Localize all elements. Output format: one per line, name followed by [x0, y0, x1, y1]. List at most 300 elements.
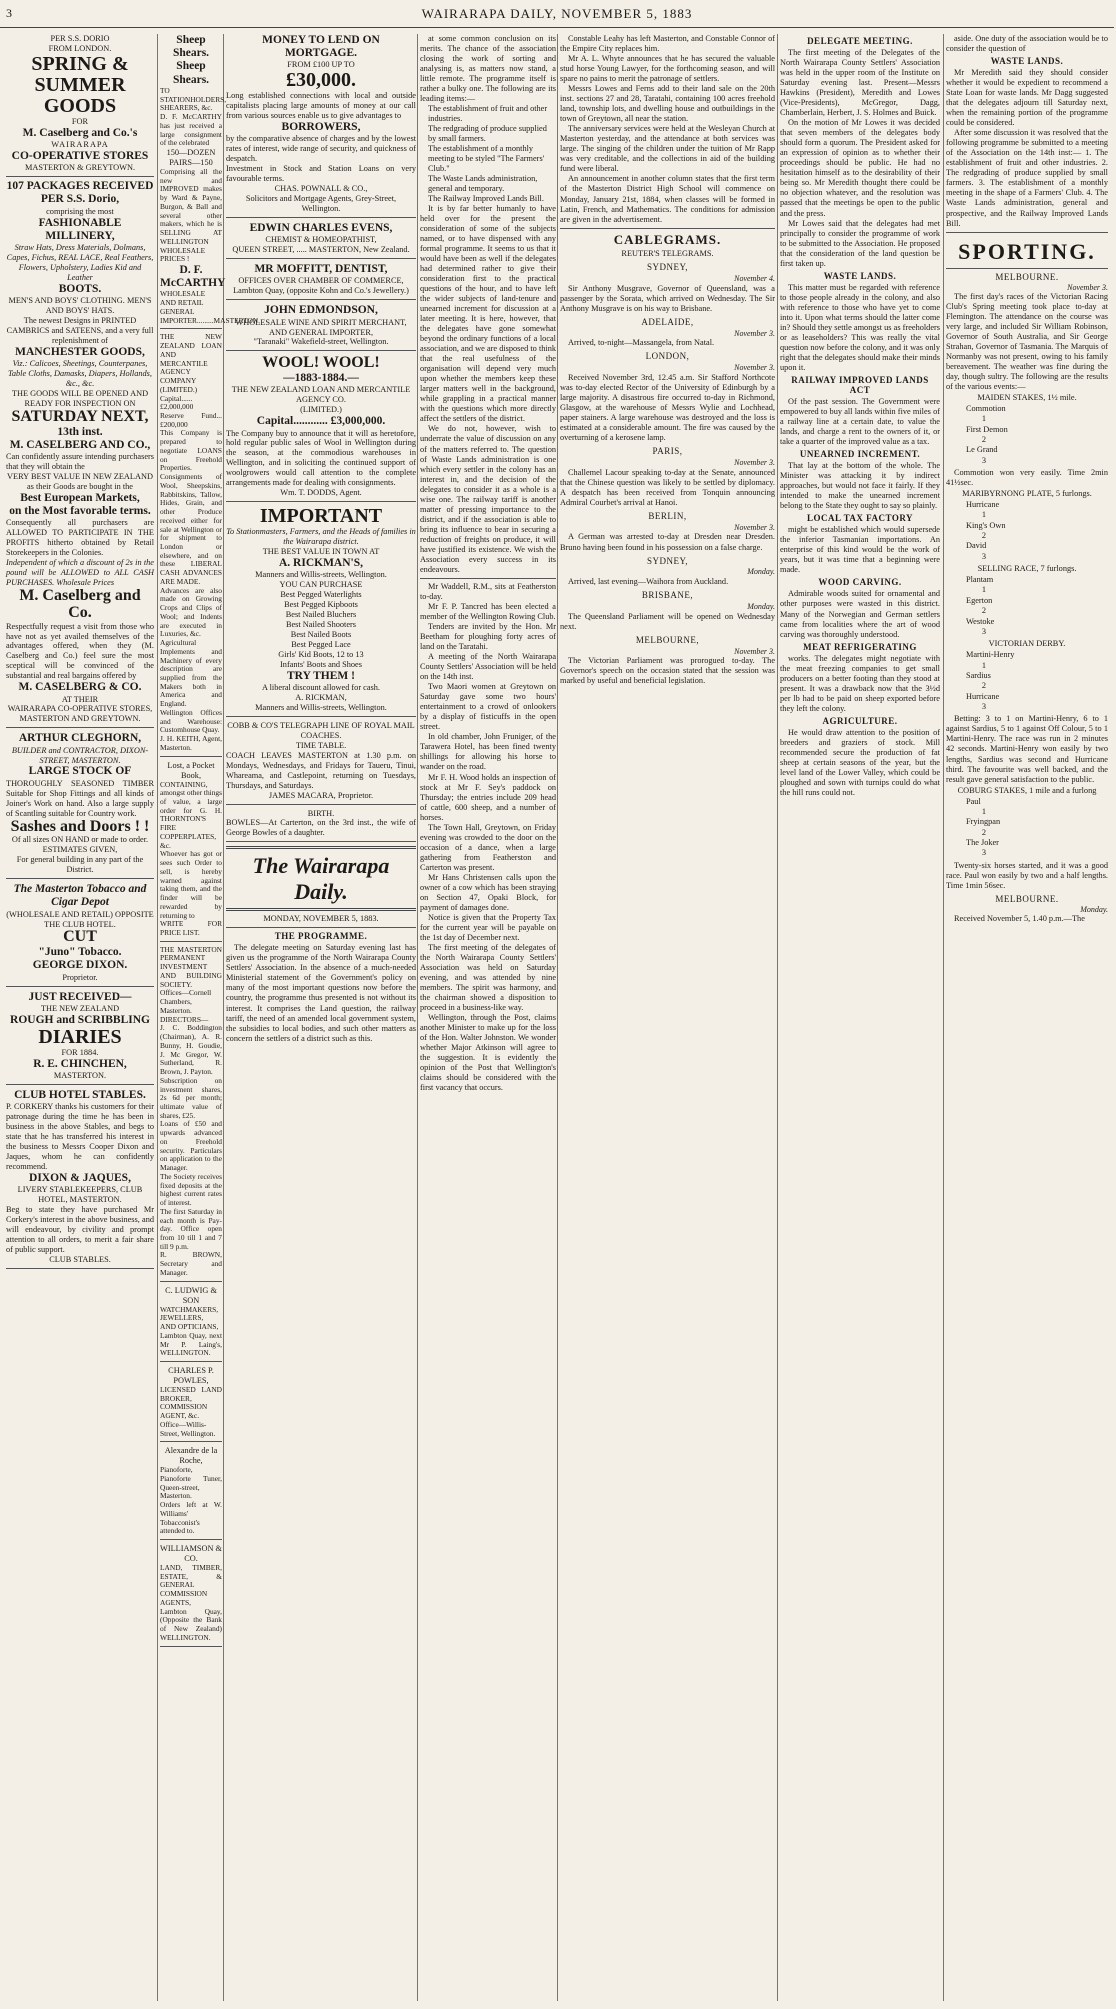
ad-subheading: ARTHUR CLEGHORN,	[18, 732, 142, 745]
ad-body: JEWELLERS,	[160, 1313, 204, 1323]
diaries-advertisement	[6, 991, 154, 1086]
issue-date: MONDAY, NOVEMBER 5, 1883.	[263, 914, 379, 924]
ad-line: THE GOODS WILL BE OPENED AND READY FOR INSPECTION ON	[11, 388, 149, 408]
ad-body: Investment in Stock and Station Loans on very favourable terms.	[226, 164, 416, 184]
ad-body: THE NEW ZEALAND LOAN AND MERCANTILE AGENCY COMPANY	[160, 332, 222, 386]
ad-body: Agricultural Implements and Machinery of every description are supplied from the Makers both in America and England.	[160, 638, 222, 709]
ad-line: AT THEIR	[61, 694, 99, 704]
ad-line: Wm. T. DODDS, Agent.	[280, 488, 362, 498]
rickman-advertisement	[226, 506, 416, 717]
ad-line: CLUB STABLES.	[49, 1254, 111, 1264]
ad-body: WRITE FOR PRICE LIST.	[160, 919, 222, 938]
divider	[226, 908, 416, 911]
date: Monday.	[747, 601, 775, 611]
horse-name: Hurricane	[966, 691, 1000, 701]
ad-body: COACH LEAVES MASTERTON at 1.30 p.m. on Mondays, Wednesdays, and Fridays for Taueru, Tinui, Whareama, and Castlepoint, returning on Tuesdays, Thursdays, and Saturdays.	[226, 750, 416, 790]
placing: 1	[981, 660, 986, 670]
ad-subheading: ROUGH and SCRIBBLING	[10, 1013, 150, 1026]
ad-line: PER S.S. DORIO	[50, 34, 110, 43]
horse-name: King's Own	[966, 520, 1006, 530]
divider	[226, 846, 416, 849]
result-row	[966, 404, 1108, 425]
list-item: Infants' Boots and Shoes	[280, 659, 362, 669]
horse-name: Martini-Henry	[966, 650, 1015, 660]
ad-line: THE BEST VALUE IN TOWN AT	[262, 547, 380, 557]
race-results	[966, 500, 1108, 562]
news-item: Constable Leahy has left Masterton, and Constable Connor of the Empire City replaces him.	[560, 34, 775, 54]
williamson-advertisement	[160, 1544, 222, 1647]
column-6a	[780, 34, 940, 2001]
article-body: On the motion of Mr Lowes it was decided that seven members of the delegates body should form a quorum. The President asked for an expression of opinion as to whether their proceedings should be public. He had no hesitation himself as to the desirability of their being so. Mr Meredith thought there could be no objection whatever, and the resolution was passed that the meetings be open to the public and the press.	[780, 118, 940, 218]
dateline: MELBOURNE.	[995, 893, 1059, 904]
ad-line: CHARLES P. POWLES,	[168, 1365, 214, 1385]
date: November 3.	[734, 458, 775, 468]
date: November 3.	[734, 522, 775, 532]
ad-subheading: CO-OPERATIVE STORES	[11, 150, 149, 163]
race-title: MAIDEN STAKES, 1½ mile.	[977, 392, 1077, 402]
ad-subheading: Sheep Shears.	[172, 34, 210, 60]
article-body: We do not, however, wish to underrate the value of discussion on any of the matters referred to. The question of Waste Lands administration is one which every settler in the colony has an interest in, and the decision of the delegates to consider it as a whole is a wise one. The railway tariff is another matter of pressing importance to the district, and if the association is able to bring its influence to bear in securing a reduction of freights on produce, it will have justified its existence. We wish the Association every success in its endeavours.	[420, 424, 556, 574]
ad-line: Alexandre de la Roche,	[164, 1446, 218, 1466]
evens-chemist-advertisement	[226, 222, 416, 259]
horse-name: Fryingpan	[966, 817, 1001, 827]
article-body: That lay at the bottom of the whole. The Minister was attacking it by indirect approaches, but would not face it fairly. If they intended to make the unearned increment belong to the State they ought to say so plainly.	[780, 461, 940, 511]
race-note: Commotion won very easily. Time 2min 41½sec.	[946, 467, 1108, 488]
placing: 2	[981, 827, 986, 837]
ad-line: BUILDER and CONTRACTOR, DIXON-STREET, MASTERTON.	[11, 745, 149, 765]
article-body: The delegate meeting on Saturday evening last has given us the programme of the North Wairarapa County Settlers' Association. In the absence of a much-needed Ministerial statement of the Government's policy on many of the most important questions now before the country, the programme thus presented is not without its interest. It comprises the Land question, the railway tariff, the need of an amended local government system, the subsidies to local bodies, and such other matters as concern the settlers of a district such as this.	[226, 943, 416, 1043]
ad-body: THOROUGHLY SEASONED TIMBER Suitable for Shop Fittings and all kinds of Joiner's Work on hand. Also a large supply of Scantling suitable for Country work.	[6, 778, 154, 818]
placing: 2	[981, 434, 986, 444]
dateline: MELBOURNE.	[995, 271, 1059, 282]
ad-line: THE NEW ZEALAND	[40, 1003, 120, 1013]
divider	[946, 232, 1108, 233]
result-row	[966, 445, 1108, 466]
news-item: Arrived, last evening—Waihora from Auckland.	[568, 577, 729, 587]
ad-subheading: D. F. McCARTHY	[160, 264, 226, 290]
ad-line: OFFICES OVER CHAMBER OF COMMERCE,	[238, 276, 404, 286]
news-item: Mr F. P. Tancred has been elected a member of the Wellington Rowing Club.	[420, 601, 556, 621]
ad-body: Lambton Quay, next Mr P. Laing's, WELLINGTON.	[160, 1330, 222, 1358]
ad-line: WHOLESALE WINE AND SPIRIT MERCHANT, AND GENERAL IMPORTER,	[235, 317, 407, 337]
horse-name: Commotion	[966, 403, 1006, 413]
article-body: Admirable woods suited for ornamental and other purposes were wasted in this district. Many of the Norwegian and German settlers came from localities where the art of wood carving was thoroughly understood.	[780, 589, 940, 639]
list-item: Best Pegged Waterlights	[280, 590, 362, 600]
news-item: The first meeting of the delegates of the North Wairarapa County Settlers' Association was held on Saturday evening, and was attended by nine members. The spirit was harmony, and the chairman showed a disposition to proceed in a business-like way.	[420, 943, 556, 1013]
race-note: Twenty-six horses started, and it was a good race. Paul won easily by two and a half lengths. Time 1min 56sec.	[946, 860, 1108, 890]
news-item: Messrs Lowes and Ferns add to their land sale on the 20th inst. sections 27 and 28, Taratahi, containing 100 acres freehold land, township lots, and dwelling house and outbuildings in the town of Greytown, all near the station.	[560, 84, 775, 124]
date: Monday.	[1080, 904, 1108, 914]
section-title: CABLEGRAMS.	[613, 231, 722, 247]
ad-body: Office—Willis-Street, Wellington.	[160, 1419, 216, 1438]
section-title: DELEGATE MEETING.	[807, 36, 913, 46]
ad-body: Comprising all the new and IMPROVED makes by Ward & Payne, Burgon, & Ball and several other makers, which he is SELLING AT WELLINGTON WHOLESALE PRICES !	[160, 166, 222, 264]
horse-name: David	[966, 541, 987, 551]
divider	[6, 176, 154, 177]
ad-subheading: JUST RECEIVED—	[28, 990, 132, 1003]
dateline: PARIS,	[652, 446, 683, 457]
list-item: The redgrading of produce supplied by small farmers.	[428, 124, 547, 144]
ad-line: CHEMIST & HOMEOPATHIST,	[265, 235, 377, 245]
column-rule	[157, 34, 158, 2001]
building-society-advertisement	[160, 946, 222, 1282]
dateline: BERLIN,	[648, 510, 687, 521]
section-title: RAILWAY IMPROVED LANDS ACT	[791, 374, 929, 395]
ad-subheading: Best European Markets,	[20, 491, 140, 504]
ad-body: GENERAL IMPORTER.........MASTERTON.	[160, 306, 260, 325]
ad-subheading: Sheep Shears.	[172, 60, 210, 86]
placing: 1	[981, 585, 986, 595]
ad-subheading: MILLINERY,	[45, 229, 115, 242]
article-body: Mr Meredith said they should consider whether it would be expedient to recommend a State Loan for waste lands. Mr Dagg suggested that the delegates adjourn till Saturday next, when the remaining portion of the programme could be considered.	[946, 68, 1108, 128]
ad-line: FROM LONDON.	[48, 43, 112, 53]
placing: 1	[981, 414, 986, 424]
ad-heading: SPRING &	[31, 52, 129, 75]
section-title: WOOD CARVING.	[818, 577, 902, 588]
ad-heading: DIARIES	[38, 1026, 122, 1049]
race-results	[966, 575, 1108, 637]
ad-line: For general building in any part of the District.	[16, 855, 144, 875]
ad-body: Long established connections with local and outside capitalists placing large amounts of money at our call from various sources enable us to give advantages to	[226, 91, 416, 121]
ad-line: To Stationmasters, Farmers, and the Heads of families in the Wairarapa district.	[226, 527, 416, 547]
ad-body: Respectfully request a visit from those who have not as yet availed themselves of the advantages offered, when they (M. Caselberg and Co.) feel sure the most sceptical will be convinced of the substantial and real bargains offered by	[6, 621, 154, 681]
paper-title: The Wairarapa Daily.	[252, 853, 390, 905]
column-rule	[417, 34, 418, 2001]
ad-body: Independent of which a discount of 2s in the pound will be ALLOWED to ALL CASH PURCHASES. Wholesale Prices	[6, 558, 154, 588]
loan-agency-advertisement	[160, 333, 222, 756]
ad-heading: CUT	[63, 928, 97, 946]
placing: 3	[981, 702, 986, 712]
date: November 3.	[734, 363, 775, 373]
divider	[560, 228, 775, 229]
ad-body: The Society receives fixed deposits at the highest current rates of interest.	[160, 1171, 222, 1208]
date: November 3.	[734, 646, 775, 656]
news-item: The Victorian Parliament was prorogued to-day. The Governor's speech on the occasion stated that the session was marked by useful and beneficial legislation.	[560, 656, 775, 686]
race-results	[966, 797, 1108, 859]
placing: 1	[981, 806, 986, 816]
news-item: Notice is given that the Property Tax for the current year will be payable on the 1st day of December next.	[420, 912, 556, 942]
ad-line: FROM £100 UP TO	[287, 60, 355, 70]
programme-list	[420, 104, 556, 204]
news-item: A German was arrested to-day at Dresden near Dresden. Bruno having been found in his possession on a false charge.	[560, 532, 775, 552]
ad-body: (LIMITED.)	[160, 384, 198, 394]
ad-line: ESTIMATES GIVEN,	[42, 845, 118, 855]
powles-advertisement	[160, 1366, 222, 1442]
ad-subheading: MONEY TO LEND ON MORTGAGE.	[262, 34, 380, 60]
ad-body: P. CORKERY thanks his customers for their patronage during the time he has been in business in the above Stables, and begs to state that he has transferred his interest in the business to Messrs Cooper Dixon and Jaques, whom he can confidently recommend.	[6, 1102, 154, 1172]
list-item: Best Pegged Lace	[291, 639, 351, 649]
horse-name: Hurricane	[966, 500, 1000, 509]
section-title: WASTE LANDS.	[823, 270, 897, 281]
list-item: Best Nailed Boots	[290, 629, 352, 639]
ad-line: The newest Designs in PRINTED CAMBRICS and SATEENS, and a very full replenishment of	[6, 315, 154, 345]
ad-line: Lambton Quay, (opposite Kohn and Co.'s Jewellery.)	[233, 286, 409, 296]
masthead	[0, 0, 1114, 28]
horse-name: Paul	[966, 796, 981, 806]
ad-line: A liberal discount allowed for cash.	[262, 683, 380, 693]
ad-line: 150—DOZEN PAIRS—150	[166, 148, 216, 167]
placing: 2	[981, 606, 986, 616]
ad-heading: IMPORTANT	[259, 505, 383, 528]
ad-subheading: MANCHESTER GOODS,	[15, 345, 145, 358]
ad-line: THE NEW ZEALAND LOAN AND MERCANTILE AGENCY CO.	[231, 385, 411, 405]
ad-line: Manners and Willis-streets, Wellington.	[255, 702, 387, 712]
ad-line: LIVERY STABLEKEEPERS, CLUB HOTEL, MASTERTON.	[17, 1185, 143, 1205]
ad-subheading: JOHN EDMONDSON,	[264, 304, 378, 317]
news-item: Mr Waddell, R.M., sits at Featherston to-day.	[420, 581, 556, 601]
ad-line: Lost, a Pocket Book,	[167, 760, 215, 780]
placing: 1	[981, 510, 986, 520]
date: November 4.	[734, 274, 775, 284]
ad-line: WAIRARAPA CO-OPERATIVE STORES, MASTERTON AND GREYTOWN.	[7, 704, 153, 724]
ad-body: Whoever has got or sees such Order to sell, is hereby warned against taking them, and the finder will be rewarded by returning to	[160, 849, 222, 920]
column-2	[160, 34, 260, 2001]
list-item: The Railway Improved Lands Bill.	[428, 193, 544, 203]
ad-subheading: R. E. CHINCHEN,	[33, 1058, 127, 1070]
news-item: Mr F. H. Wood holds an inspection of stock at Mr F. Sey's paddock on Thursday; the entries include 209 head of cattle, 600 sheep, and a number of horses.	[420, 772, 556, 822]
news-item: Mr Hans Christensen calls upon the owner of a cow which has been straying on Section 47, Opaki Block, for payment of damages done.	[420, 872, 556, 912]
ad-line: Viz.: Calicoes, Sheetings, Counterpanes, Table Cloths, Damasks, Diapers, Hollands, &c., &c.	[8, 359, 152, 388]
news-item: In old chamber, John Fruniger, of the Tarawera Hotel, has been fined twenty shillings for allowing his horse to wander on the road.	[420, 732, 556, 772]
ad-line: Straw Hats, Dress Materials, Dolmans, Capes, Fichus, REAL LACE, Real Feathers, Flowers, Upholstery, Ladies Kid and Leather	[6, 243, 154, 282]
ad-body: Capital...... £2,000,000	[160, 393, 194, 412]
column-6b	[946, 34, 1108, 2001]
placing: 3	[981, 455, 986, 465]
result-row	[966, 838, 1108, 859]
ad-line: YOU CAN PURCHASE	[279, 580, 363, 590]
ad-body: J. C. Boddington (Chairman), A. R. Bunny, H. Goudie, J. Mc Gregor, W. Sutherland, R. Brown, J. Payton.	[160, 1023, 222, 1077]
section-subtitle: REUTER'S TELEGRAMS.	[621, 249, 714, 259]
ad-subheading: 13th inst.	[57, 425, 103, 438]
ad-body: WATCHMAKERS,	[160, 1304, 219, 1314]
club-stables-advertisement	[6, 1089, 154, 1269]
ad-subheading: —1883-1884.—	[283, 372, 359, 385]
article-body: It is by far better humanly to have held over for the present the consideration of some of the subjects named, or to have dispensed with any formal programme. It seems to us that it would have been as well if the delegates had determined rather to give their consideration first to the practical questions of the hour, and to have left the wider subjects of land-tenure and unearned increment for discussion at a later meeting. It is here, however, that the delegates have gone somewhat beyond the ordinary functions of a local association, and we are disposed to think that the real usefulness of the organisation will depend very much upon whether the members keep these larger matters well in the background, while grappling in a practical manner with the questions which more directly affect the settlers of the district.	[420, 203, 556, 424]
news-item: The anniversary services were held at the Wesleyan Church at Masterton yesterday, and the attendance at both services was large. The singing of the children under the tuition of Mr Rapp was very creditable, and the collections in aid of the building fund were liberal.	[560, 124, 775, 174]
ad-line: Manners and Willis-streets, Wellington.	[255, 570, 387, 580]
placing: 2	[981, 681, 986, 691]
race-results	[966, 650, 1108, 712]
ad-line: (WHOLESALE AND RETAIL) OPPOSITE THE CLUB HOTEL.	[6, 909, 154, 929]
ad-subheading: CLUB HOTEL STABLES.	[14, 1089, 146, 1102]
list-item: The Waste Lands administration, general and temporary.	[428, 173, 538, 193]
ad-subheading: MR MOFFITT, DENTIST,	[254, 263, 388, 276]
ad-body: The first Saturday in each month is Pay-day. Office open from 10 till 1 and 7 till 9 p.m.	[160, 1206, 222, 1251]
ad-body: BOWLES—At Carterton, on the 3rd inst., the wife of George Bowles of a daughter.	[226, 818, 416, 838]
news-item: An announcement in another column states that the first term of the Masterton District High School will commence on Monday, January 21st, 1884, when classes will be formed in Latin, French, and Mathematics. The conditions for admission are given in the advertisement.	[560, 174, 775, 224]
ad-body: THE MASTERTON PERMANENT INVESTMENT AND BUILDING SOCIETY.	[160, 944, 222, 989]
horse-name: Westoke	[966, 616, 995, 626]
result-row	[966, 692, 1108, 713]
race-results	[966, 404, 1108, 466]
ad-body: Reserve Fund... £200,000	[160, 410, 222, 429]
list-item: Girls' Kid Boots, 12 to 13	[278, 649, 364, 659]
race-title: MARIBYRNONG PLATE, 5 furlongs.	[962, 489, 1092, 499]
cleghorn-advertisement	[6, 732, 154, 879]
ad-line: COBB & CO'S TELEGRAPH LINE OF ROYAL MAIL COACHES.	[227, 720, 415, 740]
ad-subheading: Capital............ £3,000,000.	[256, 415, 386, 428]
column-3	[226, 34, 416, 2001]
result-row	[966, 617, 1108, 638]
money-to-lend-advertisement	[226, 34, 416, 218]
ad-line: as their Goods are bought in the	[27, 481, 133, 491]
ad-body: WHOLESALE AND RETAIL	[160, 289, 206, 308]
article-body: Mr Lowes said that the delegates had met principally to consider the programme of work to be submitted to the Association. He proposed that the consideration of the land question be first taken up.	[780, 218, 940, 268]
list-item: The establishment of a monthly meeting to be styled "The Farmers' Club."	[428, 144, 545, 173]
article-body: might be established which would supersede the inferior Tasmanian importations. An enterprise of this kind would be the work of years, but it was time that a beginning were made.	[780, 525, 940, 575]
ad-line: (LIMITED.)	[300, 405, 342, 415]
article-body: aside. One duty of the association would be to consider the question of	[946, 34, 1108, 54]
news-item: Mr A. L. Whyte announces that he has secured the valuable stud horse Young Lawyer, for the forthcoming season, and will spare no pains to merit the patronage of settlers.	[560, 54, 775, 84]
article-body: Of the past session. The Government were empowered to buy all lands within five miles of a railway line at a certain date, to value the lands, and charge a rent to the owners of it, or take a quarter of the improved value as a tax.	[780, 396, 940, 447]
ad-line: MASTERTON & GREYTOWN.	[24, 163, 136, 173]
ad-line: "Taranaki" Wakefield-street, Wellington.	[253, 337, 389, 347]
ad-line: MEN'S AND BOYS' CLOTHING. MEN'S AND BOYS' HATS.	[8, 296, 152, 316]
race-title: VICTORIAN DERBY.	[988, 639, 1066, 649]
ad-body: TO STATIONHOLDERS, SHEARERS, &c.	[160, 85, 227, 113]
masthead-rule	[0, 27, 1114, 28]
ad-subheading: TRY THEM !	[287, 669, 355, 682]
article-body: This matter must be regarded with reference to those people already in the colony, and also with reference to those who have yet to come into it. Upon what terms should the latter come in? Should they settle amongst us as freeholders or as leaseholders? This was really the vital question now before the colony, and it was only right that the delegates should make their minds upon it.	[780, 282, 940, 372]
lost-pocket-book-notice	[160, 761, 222, 942]
section-title: AGRICULTURE.	[822, 715, 898, 726]
ad-line: Solicitors and Mortgage Agents, Grey-Street, Wellington.	[245, 194, 397, 214]
dateline: SYDNEY,	[646, 555, 689, 566]
ad-subheading: DIXON & JAQUES,	[29, 1172, 131, 1185]
caselberg-advertisement	[6, 34, 154, 728]
ad-subheading: FASHIONABLE	[38, 216, 122, 229]
result-row	[966, 650, 1108, 671]
ad-subheading: on the Most favorable terms.	[9, 505, 151, 518]
result-row	[966, 425, 1108, 446]
ad-body: Orders left at W. Williams' Tobacconist's attended to.	[160, 1500, 222, 1536]
ad-body: Advances are also made on Growing Crops and Clips of Wool; and Indents are executed in Luxuries, &c.	[160, 585, 222, 639]
ad-line: FOR	[71, 116, 89, 126]
news-item: A meeting of the North Wairarapa County Settlers' Association will be held on the 14th inst.	[420, 652, 556, 682]
placing: 3	[981, 551, 986, 561]
horse-name: The Joker	[966, 837, 999, 847]
section-title: MEAT REFRIGERATING	[803, 641, 917, 652]
ludwig-advertisement	[160, 1286, 222, 1362]
tobacco-depot-advertisement	[6, 883, 154, 987]
ad-body: R. BROWN, Secretary and Manager.	[160, 1250, 222, 1277]
ad-body: LICENSED LAND BROKER, COMMISSION AGENT, &c.	[160, 1384, 222, 1421]
article-body: works. The delegates might negotiate with the meat freezing companies to get small producers on a better footing than they stood at present. It was a drawback now that the 3½d per lb had to be paid on sheep exported before they left the colony.	[780, 653, 940, 713]
list-item: Best Nailed Shooters	[285, 620, 357, 630]
news-item: Challemel Lacour speaking to-day at the Senate, announced that the Chinese question was likely to be settled by diplomacy. A despatch has been received from Tonquin announcing Admiral Courbet's arrival at Hanoi.	[560, 467, 775, 507]
article-body: at some common conclusion on its merits. The chance of the association closing the work of sorting and analysing is, as matters now stand, a little remote. The programme itself is rather a bulky one. The following are its leading items:—	[420, 34, 556, 104]
ad-line: BIRTH.	[307, 808, 335, 818]
ad-line: Proprietor.	[62, 972, 98, 982]
ad-line: WILLIAMSON & CO.	[160, 1544, 222, 1564]
column-4	[420, 34, 556, 2001]
ad-line: QUEEN STREET, ..... MASTERTON, New Zealand.	[232, 245, 410, 255]
news-item: Wellington, through the Post, claims another Minister to make up for the loss of the Hon. Walter Johnston. We wonder whether Major Atkinson will agree to the suggestion. It is evidently the opinion of the Post that Wellington's claims should be considered with the first vacancy that occurs.	[420, 1013, 556, 1093]
result-row	[966, 521, 1108, 542]
list-item: Best Nailed Bluchers	[285, 610, 357, 620]
ad-body: The Company buy to announce that it will as heretofore, hold regular public sales of Wool in Wellington during the season, at the commodious warehouses in Wellington, and in soliciting the continued support of woolgrowers would call attention to the complete arrangements made for dealing with consignments.	[226, 428, 416, 488]
ad-subheading: BORROWERS,	[281, 121, 361, 134]
column-1	[6, 34, 154, 2001]
masthead-title: WAIRARAPA DAILY, NOVEMBER 5, 1883	[421, 6, 693, 21]
delaroche-advertisement	[160, 1446, 222, 1540]
ad-heading: Sashes and Doors ! !	[10, 817, 150, 835]
ad-body: Wellington Offices and Warehouse: Customhouse Quay.	[160, 707, 222, 735]
ad-body: Beg to state they have purchased Mr Corkery's interest in the above business, and will endeavour, by civility and prompt attention to all orders, to merit a fair share of public support.	[6, 1205, 154, 1254]
news-item: Received November 5, 1.40 p.m.—The	[954, 913, 1085, 923]
page-number: 3	[6, 6, 12, 20]
result-row	[966, 671, 1108, 692]
dateline: SYDNEY,	[646, 262, 689, 273]
boot-list	[226, 590, 416, 670]
ad-body: Pianoforte, Pianoforte Tuner, Queen-street, Masterton.	[160, 1465, 222, 1501]
horse-name: Sardius	[966, 670, 991, 680]
date: November 3.	[1067, 282, 1108, 292]
ad-subheading: M. CASELBERG & CO.	[18, 681, 142, 694]
coach-advertisement	[226, 721, 416, 805]
article-body: He would draw attention to the position of breeders and graziers of stock. Mill recommended secure the production of fat sheep at certain seasons of the year, but the level land of the Lower Valley, which could be ploughed and sown with turnips could do what the hill runs could not.	[780, 727, 940, 797]
sheep-shears-advertisement	[160, 34, 260, 329]
section-title: LOCAL TAX FACTORY	[806, 513, 914, 524]
wool-advertisement	[226, 355, 416, 502]
result-row	[966, 797, 1108, 818]
ad-body: J. H. KEITH, Agent, Masterton.	[160, 734, 222, 752]
edmondson-advertisement	[226, 304, 416, 351]
list-item: The establishment of fruit and other industries.	[428, 104, 548, 124]
placing: 3	[981, 848, 986, 858]
ad-body: Offices—Cornell Chambers, Masterton.	[160, 988, 212, 1015]
ad-line: WAIRARAPA	[51, 140, 109, 150]
ad-body: LAND, TIMBER, ESTATE, & GENERAL COMMISSION AGENTS,	[160, 1562, 222, 1607]
ad-body: CONTAINING, amongst other things of value, a large order for G. H. THORNTON'S FIRE COPPERPLATES, &c.	[160, 779, 222, 850]
column-6	[780, 34, 1108, 2001]
race-title: COBURG STAKES, 1 mile and a furlong	[957, 785, 1097, 795]
news-item: Received November 3rd, 12.45 a.m. Sir Stafford Northcote was to-day elected Rector of the University of Edinburgh by a large majority. A disastrous fire occurred to-day in Richmond, Glasgow, at the warehouse of Messrs Wylie and Lochhead, paper stainers. A large warehouse was destroyed and the loss is estimated at a considerable amount. The fire was caused by the overturning of a kerosene lamp.	[560, 373, 775, 443]
ad-body: Can confidently assure intending purchasers that they will obtain the	[6, 452, 154, 471]
result-row	[966, 575, 1108, 596]
race-note: Betting: 3 to 1 on Martini-Henry, 6 to 1 against Sardius, 5 to 1 against Off Colour, 5 to 1 Martini-Henry. The race was run in 2 minutes 42 seconds. Martini-Henry won easily by two lengths, Sardius was second and Hurricane third. The favourite was well backed, and the result gave general satisfaction to the public.	[946, 714, 1108, 784]
editorial-section	[226, 846, 416, 1043]
ad-heading: SATURDAY NEXT,	[11, 407, 149, 425]
horse-name: Le Grand	[966, 445, 998, 455]
ad-body: Consequently all purchasers are ALLOWED TO PARTICIPATE IN THE PROFITS hitherto obtained by Retail Storekeepers in the Colonies.	[6, 518, 154, 558]
ad-line: TIME TABLE.	[295, 740, 347, 750]
news-item: Two Maori women at Greytown on Saturday gave some two hours' entertainment to a crowd of onlookers by a display of fisticuffs in the open street.	[420, 682, 556, 732]
ad-heading: GOODS	[43, 94, 117, 117]
article-body: The first day's races of the Victorian Racing Club's Spring meeting took place to-day at Flemington. The attendance on the course was very large, and included Sir William Robinson, Governor of South Australia, and Sir George Strahan, Governor of Tasmania. The Marquis of Normanby was not present, owing to his family bereavement. The weather was fine during the day, though sultry. The following are the results of the various events:—	[946, 291, 1108, 391]
dentist-advertisement	[226, 263, 416, 300]
ad-line: C. LUDWIG & SON	[165, 1285, 217, 1305]
ad-body: AND OPTICIANS,	[160, 1322, 219, 1332]
ad-line: CHAS. POWNALL & CO.,	[274, 184, 368, 194]
dateline: ADELAIDE,	[641, 316, 694, 327]
horse-name: Egerton	[966, 595, 993, 605]
race-title: SELLING RACE, 7 furlongs.	[977, 564, 1077, 574]
article-body: After some discussion it was resolved that the following programme be submitted to a meeting of the Association on the 14th inst:— 1. The establishment of fruit and other industries. 2. The redgrading of produce supplied by small farmers. 3. The establishment of a monthly meeting in the shape of a Farmers' Club. 4. The Waste Lands administration, general and prospective, and the Railway Improved Lands Bill.	[946, 128, 1108, 228]
ad-line: FOR 1884.	[61, 1048, 99, 1058]
ad-subheading: M. Caselberg and Co.'s	[22, 126, 138, 139]
ad-line: JAMES MACARA, Proprietor.	[268, 790, 374, 800]
ad-heading: £30,000.	[286, 69, 356, 92]
result-row	[966, 817, 1108, 838]
ad-subheading: "Juno" Tobacco.	[38, 946, 122, 959]
result-row	[966, 500, 1108, 521]
date: November 3.	[734, 328, 775, 338]
dateline: MELBOURNE,	[635, 634, 700, 645]
section-title: WASTE LANDS.	[990, 56, 1064, 67]
column-rule	[777, 34, 778, 2001]
divider	[946, 268, 1108, 269]
